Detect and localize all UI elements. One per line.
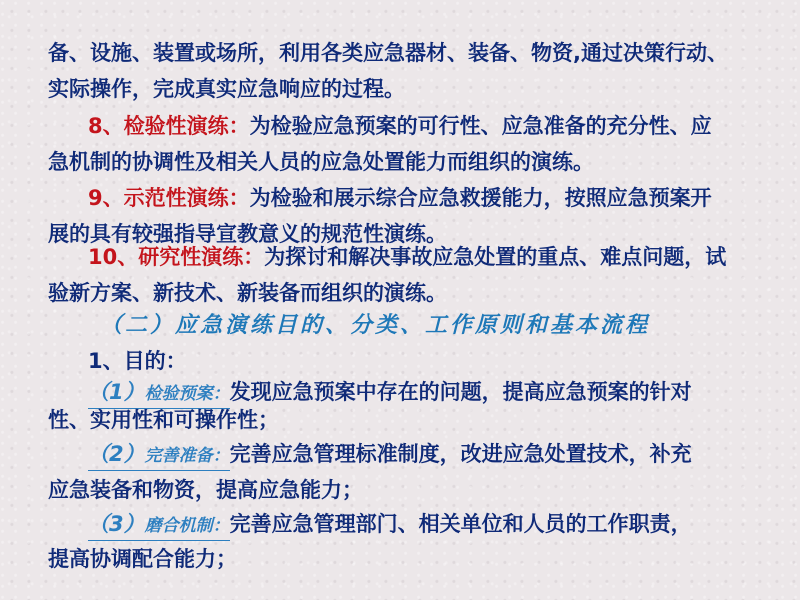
item-9-term: 9、示范性演练： [88, 186, 250, 210]
item-8-term: 8、检验性演练： [88, 114, 250, 138]
item-9-line-2: 展的具有较强指导宣教意义的规范性演练。 [48, 222, 447, 246]
item-10-line-2: 验新方案、新技术、新装备而组织的演练。 [48, 281, 447, 305]
purpose-2-label-text: 完善准备： [144, 446, 230, 466]
section-heading: （二）应急演练目的、分类、工作原则和基本流程 [100, 313, 651, 338]
item-9-text: 为检验和展示综合应急救援能力，按照应急预案开 [249, 186, 712, 210]
item-10-term: 10、研究性演练： [88, 245, 265, 269]
purpose-3-line-2: 提高协调配合能力； [48, 547, 237, 571]
purpose-1-num: （1） [88, 380, 145, 404]
item-8-line-1 [0, 109, 800, 143]
purpose-3-line-1 [0, 507, 800, 541]
purpose-1-label-text: 检验预案： [144, 384, 230, 404]
item-10-text: 为探讨和解决事故应急处置的重点、难点问题，试 [264, 245, 727, 269]
intro-line-1: 备、设施、装置或场所，利用各类应急器材、装备、物资,通过决策行动、 [48, 41, 728, 65]
purpose-2-line-1 [0, 437, 800, 471]
purpose-1-text: 发现应急预案中存在的问题，提高应急预案的针对 [229, 380, 692, 404]
item-10-line-1 [0, 240, 800, 274]
purpose-1-line-2: 性、实用性和可操作性； [48, 408, 279, 432]
purpose-3-label-text: 磨合机制： [144, 516, 230, 536]
purpose-subheading: 1、目的： [88, 349, 187, 373]
purpose-3-label [88, 511, 230, 541]
item-8-text: 为检验应急预案的可行性、应急准备的充分性、应 [249, 114, 712, 138]
item-8-line-2: 急机制的协调性及相关人员的应急处置能力而组织的演练。 [48, 150, 594, 174]
item-9-line-1 [0, 181, 800, 215]
purpose-2-text: 完善应急管理标准制度，改进应急处置技术，补充 [229, 442, 692, 466]
purpose-2-label [88, 441, 230, 471]
purpose-2-line-2: 应急装备和物资，提高应急能力； [48, 478, 363, 502]
purpose-3-num: （3） [88, 512, 145, 536]
purpose-3-text: 完善应急管理部门、相关单位和人员的工作职责， [229, 512, 692, 536]
intro-line-2: 实际操作，完成真实应急响应的过程。 [48, 77, 405, 101]
purpose-2-num: （2） [88, 442, 145, 466]
